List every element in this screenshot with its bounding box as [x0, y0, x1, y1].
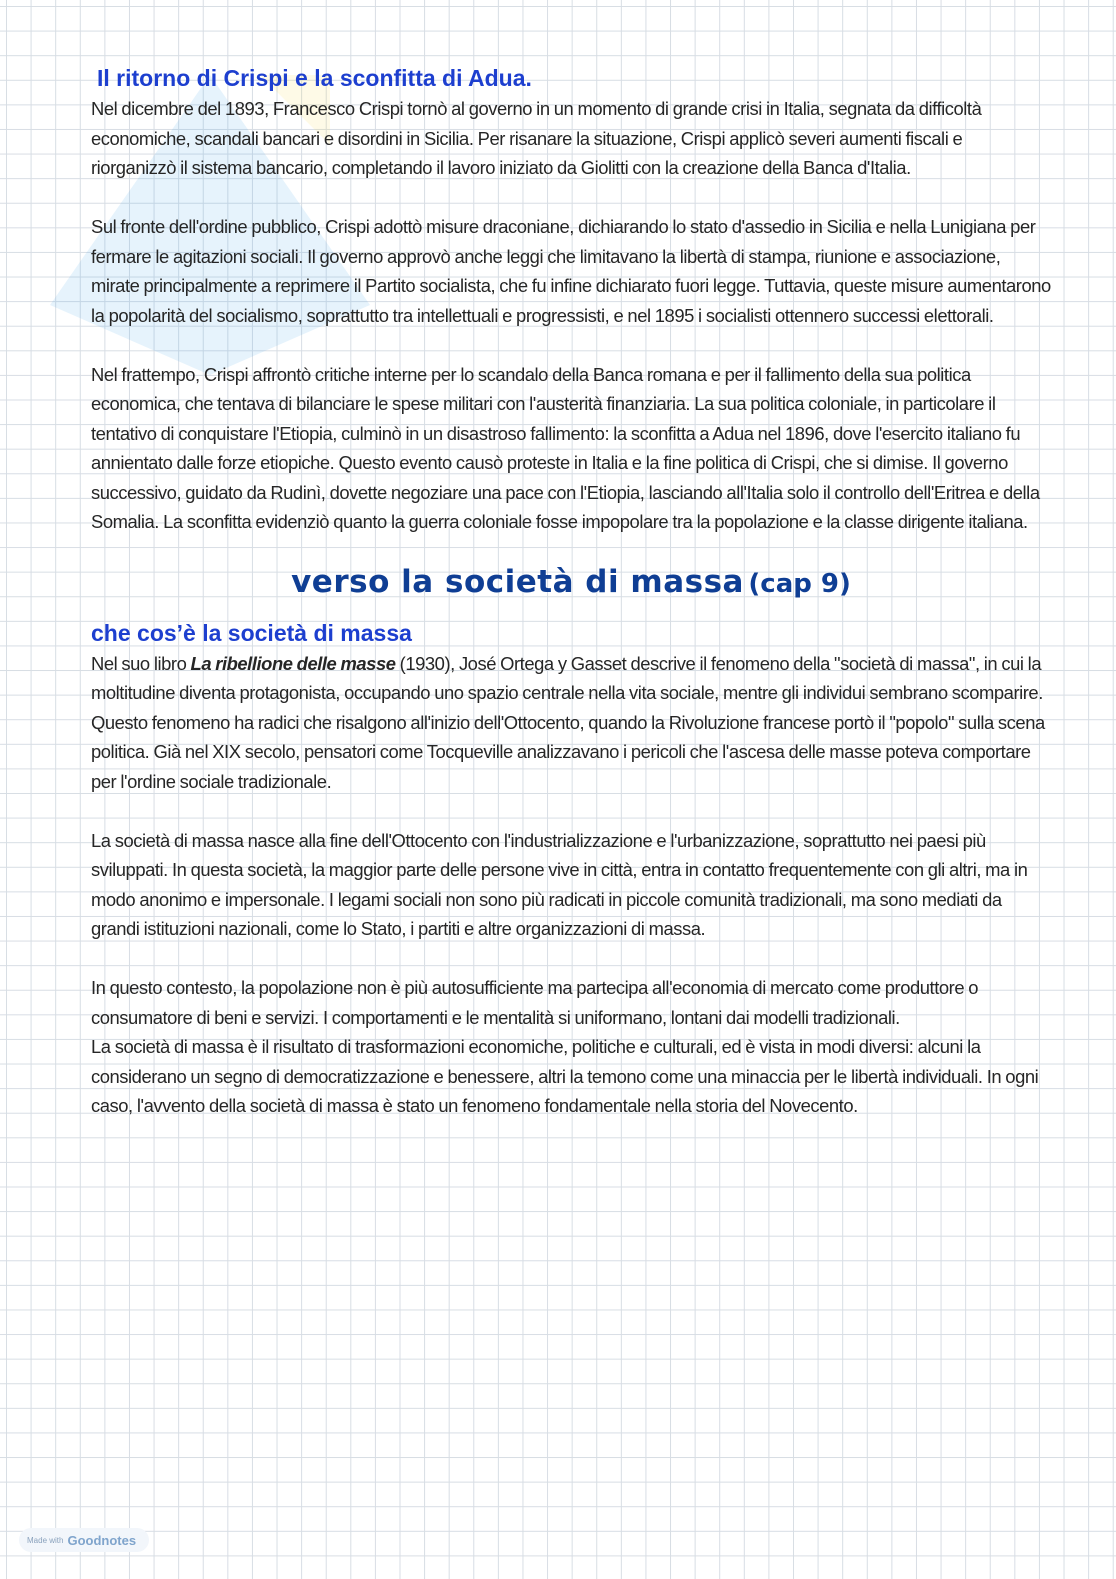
chapter-number: (cap 9): [748, 568, 851, 599]
paragraph-massa-2: La società di massa nasce alla fine dell'Ottocento con l'industrializzazione e l'urbanizzazione, soprattutto nei paesi più sviluppati. In questa società, la maggior parte delle persone vive in città, entra in contatto frequentemente con gli altri, ma in modo anonimo e impersonale. I legami sociali non sono più radicati in piccole comunità tradizionali, ma sono mediati da grandi istituzioni nazionali, come lo Stato, i partiti e altre organizzazioni di massa.: [91, 829, 1028, 939]
paragraph-massa-1-intro: Nel suo libro: [91, 652, 191, 674]
section-title-societa-di-massa: che cos’è la società di massa: [91, 619, 412, 646]
paragraph-crispi-3: Nel frattempo, Crispi affrontò critiche interne per lo scandalo della Banca romana e per il fallimento della sua politica economica, che tentava di bilanciare le spese militari con l'austerità finanziaria. La sua politica coloniale, in particolare il tentativo di conquistare l'Etiopia, culminò in un disastroso fallimento: la sconfitta a Adua nel 1896, dove l'esercito italiano fu annientato dalle forze etiopiche. Questo evento causò proteste in Italia e la fine politica di Crispi, che si dimise. Il governo successivo, guidato da Rudinì, dovette negoziare una pace con l'Etiopia, lasciando all'Italia solo il controllo dell'Eritrea e della Somalia. La sconfitta evidenziò quanto la guerra coloniale fosse impopolare tra la popolazione e la classe dirigente italiana.: [91, 363, 1040, 532]
book-title: La ribellione delle masse: [190, 652, 396, 674]
section-title-crispi: Il ritorno di Crispi e la sconfitta di Adua.: [97, 65, 532, 91]
goodnotes-logo-text: Goodnotes: [67, 1532, 137, 1548]
paragraph-massa-3: In questo contesto, la popolazione non è più autosufficiente ma partecipa all'economia di mercato come produttore o consumatore di beni e servizi. I comportamenti e le mentalità si uniformano, lontani dai modelli tradizionali.: [91, 977, 979, 1028]
paragraph-massa-1: [91, 649, 1051, 797]
made-with-goodnotes-badge: [19, 1528, 149, 1552]
chapter-heading: [91, 563, 1051, 607]
made-with-label: Made with: [27, 1535, 64, 1545]
paragraph-massa-4: La società di massa è il risultato di trasformazioni economiche, politiche e culturali, ed è vista in modi diversi: alcuni la considerano un segno di democratizzazione e benessere, altri la temono come una minaccia per le libertà individuali. In ogni caso, l'avvento della società di massa è stato un fenomeno fondamentale nella storia del Novecento.: [91, 1036, 1039, 1116]
paragraph-crispi-2: Sul fronte dell'ordine pubblico, Crispi adottò misure draconiane, dichiarando lo stato d'assedio in Sicilia e nella Lunigiana per fermare le agitazioni sociali. Il governo approvò anche leggi che limitavano la libertà di stampa, riunione e associazione, mirate principalmente a reprimere il Partito socialista, che fu infine dichiarato fuori legge. Tuttavia, queste misure aumentarono la popolarità del socialismo, soprattutto tra intellettuali e progressisti, e nel 1895 i socialisti ottennero successi elettorali.: [91, 216, 1051, 326]
paragraph-massa-1-rest: (1930), José Ortega y Gasset descrive il fenomeno della "società di massa", in cui la moltitudine diventa protagonista, occupando uno spazio centrale nella vita sociale, mentre gli individui sembrano scomparire. Questo fenomeno ha radici che risalgono all'inizio dell'Ottocento, quando la Rivoluzione francese portò il "popolo" sulla scena politica. Già nel XIX secolo, pensatori come Tocqueville analizzavano i pericoli che l'ascesa delle masse poteva comportare per l'ordine sociale tradizionale.: [91, 652, 1045, 792]
paragraph-crispi-1: Nel dicembre del 1893, Francesco Crispi tornò al governo in un momento di grande crisi in Italia, segnata da difficoltà economiche, scandali bancari e disordini in Sicilia. Per risanare la situazione, Crispi applicò severi aumenti fiscali e riorganizzò il sistema bancario, completando il lavoro iniziato da Giolitti con la creazione della Banca d'Italia.: [91, 98, 982, 178]
notes-page: [91, 62, 1051, 1121]
chapter-title: verso la società di massa: [291, 563, 744, 600]
